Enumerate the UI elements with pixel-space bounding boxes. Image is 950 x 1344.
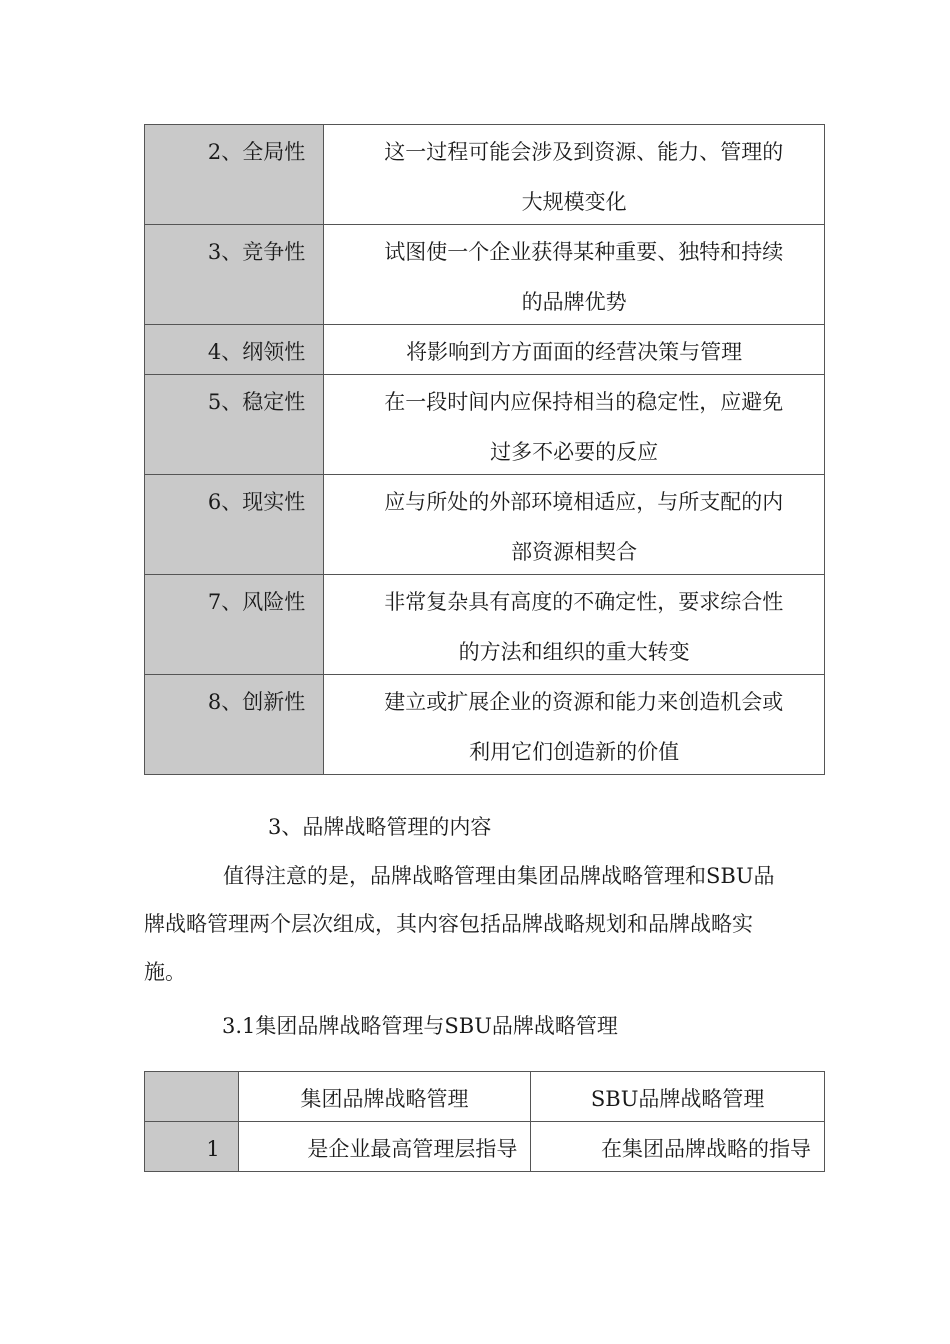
row-group-cell: 是企业最高管理层指导 xyxy=(238,1122,531,1172)
paragraph-line: 牌战略管理两个层次组成，其内容包括品牌战略规划和品牌战略实 xyxy=(144,912,753,936)
row-key-cell xyxy=(145,575,324,675)
row-value-line1: 应与所处的外部环境相适应，与所支配的内 xyxy=(384,490,784,514)
row-key: 6、现实性 xyxy=(207,490,306,514)
row-value-cell xyxy=(324,325,825,375)
table-row xyxy=(145,325,825,375)
paragraph-line: 值得注意的是，品牌战略管理由集团品牌战略管理和SBU品 xyxy=(223,864,775,888)
row-value-line1: 非常复杂具有高度的不确定性，要求综合性 xyxy=(384,590,784,614)
row-value-line2: 的方法和组织的重大转变 xyxy=(458,640,690,664)
row-value-line2: 部资源相契合 xyxy=(511,540,638,564)
row-key-cell xyxy=(145,125,324,225)
body-paragraph xyxy=(144,862,825,1006)
row-value-line1: 在一段时间内应保持相当的稳定性，应避免 xyxy=(384,390,784,414)
table-header-row xyxy=(145,1072,825,1122)
table-row xyxy=(145,125,825,225)
table-row xyxy=(145,475,825,575)
row-key-cell xyxy=(145,675,324,775)
row-value-cell xyxy=(324,675,825,775)
table-row xyxy=(145,225,825,325)
row-key: 3、竞争性 xyxy=(207,240,306,264)
row-value-cell xyxy=(324,125,825,225)
row-value-line2: 利用它们创造新的价值 xyxy=(469,740,680,764)
table-row xyxy=(145,575,825,675)
row-value-cell xyxy=(324,375,825,475)
paragraph-line: 施。 xyxy=(144,960,186,984)
header-cell-group: 集团品牌战略管理 xyxy=(238,1072,531,1122)
row-key: 2、全局性 xyxy=(207,140,306,164)
characteristics-table xyxy=(144,124,825,775)
section-heading: 3、品牌战略管理的内容 xyxy=(268,815,492,839)
row-value-line1: 试图使一个企业获得某种重要、独特和持续 xyxy=(384,240,784,264)
row-key-cell xyxy=(145,375,324,475)
table-row xyxy=(145,675,825,775)
row-key: 5、稳定性 xyxy=(207,390,306,414)
row-value-cell xyxy=(324,225,825,325)
row-key-cell xyxy=(145,475,324,575)
subsection-heading: 3.1集团品牌战略管理与SBU品牌战略管理 xyxy=(222,1014,618,1038)
row-value-line2: 大规模变化 xyxy=(521,190,627,214)
row-sbu-cell: 在集团品牌战略的指导 xyxy=(531,1122,825,1172)
table-row xyxy=(145,375,825,475)
table-row xyxy=(145,1122,825,1172)
row-key: 7、风险性 xyxy=(207,590,306,614)
header-cell-sbu: SBU品牌战略管理 xyxy=(531,1072,825,1122)
row-value-cell xyxy=(324,475,825,575)
row-value-line1: 建立或扩展企业的资源和能力来创造机会或 xyxy=(384,690,784,714)
row-value-line2: 过多不必要的反应 xyxy=(490,440,659,464)
row-value-cell xyxy=(324,575,825,675)
row-key-cell xyxy=(145,225,324,325)
row-number-cell: 1 xyxy=(145,1122,239,1172)
row-key: 4、纲领性 xyxy=(207,340,306,364)
row-key: 8、创新性 xyxy=(207,690,306,714)
comparison-table xyxy=(144,1071,825,1172)
row-value-line2: 的品牌优势 xyxy=(521,290,627,314)
row-value-line1: 这一过程可能会涉及到资源、能力、管理的 xyxy=(384,140,784,164)
header-cell-empty xyxy=(145,1072,239,1122)
row-value-line1: 将影响到方方面面的经营决策与管理 xyxy=(406,340,743,364)
row-key-cell xyxy=(145,325,324,375)
